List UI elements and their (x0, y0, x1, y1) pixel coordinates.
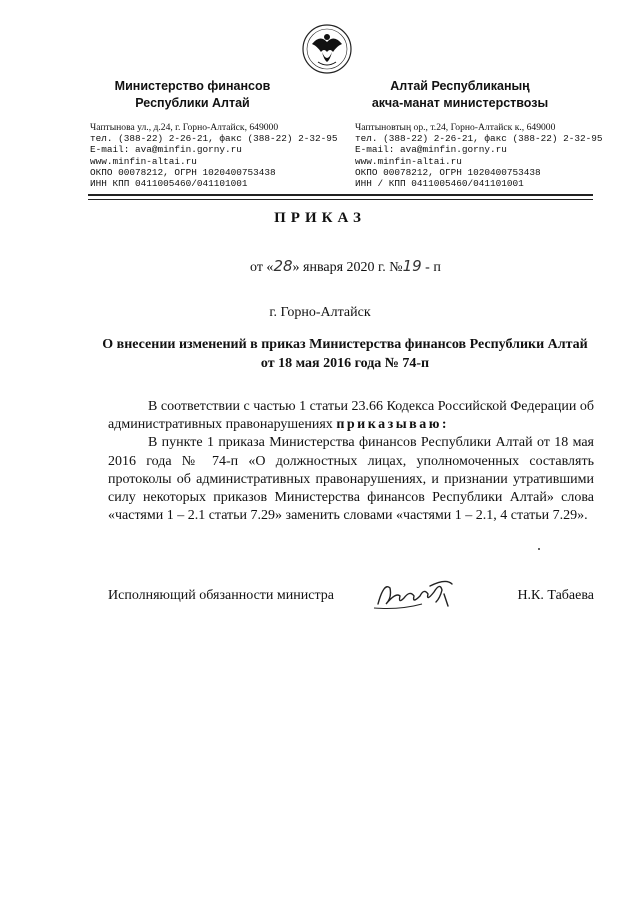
order-date-line: от «28» января 2020 г. №19 - п (250, 257, 441, 275)
order-day-handwritten: 28 (273, 257, 293, 275)
website-alt: www.minfin-altai.ru (355, 155, 462, 167)
header-divider-thick (88, 194, 593, 196)
paragraph-basis: В соответствии с частью 1 статьи 23.66 Кодекса Российской Федерации об административных правонарушениях приказываю: (108, 399, 594, 433)
inn-ru: ИНН КПП 0411005460/041101001 (90, 178, 248, 190)
address-alt: Чаптыновтың ор., т.24, Горно-Алтайск к., 649000 (355, 122, 556, 133)
contacts-alt (355, 122, 603, 190)
order-body (108, 398, 594, 525)
ministry-name-alt: Алтай Республиканың акча-манат министерствозы (371, 79, 549, 110)
signatory-name: Н.К. Табаева (517, 588, 594, 603)
coat-of-arms-emblem (302, 22, 352, 76)
order-city: г. Горно-Алтайск (269, 305, 371, 320)
ministry-name-ru: Министерство финансов Республики Алтай (114, 79, 271, 110)
contacts-ru (90, 122, 338, 190)
website-ru: www.minfin-altai.ru (90, 155, 197, 167)
stray-mark (538, 548, 540, 550)
order-subject: О внесении изменений в приказ Министерства финансов Республики Алтай от 18 мая 2016 года № 74-п (102, 337, 588, 371)
signatory-title: Исполняющий обязанности министра (108, 588, 334, 603)
email-ru: E-mail: ava@minfin.gorny.ru (90, 144, 242, 156)
header-left-column (90, 78, 338, 190)
email-alt: E-mail: ava@minfin.gorny.ru (355, 144, 507, 156)
okpo-ru: ОКПО 00078212, ОГРН 1020400753438 (90, 166, 276, 178)
address-ru: Чаптынова ул., д.24, г. Горно-Алтайск, 649000 (90, 122, 279, 133)
order-keyword: приказываю: (336, 417, 450, 433)
order-number-handwritten: 19 (402, 257, 422, 275)
handwritten-signature (370, 574, 462, 614)
header-right-column (355, 78, 603, 190)
header-divider-thin (88, 199, 593, 200)
document-title: ПРИКАЗ (274, 210, 366, 226)
phone-alt: тел. (388-22) 2-26-21, факс (388-22) 2-32-95 (355, 133, 603, 145)
paragraph-amendment: В пункте 1 приказа Министерства финансов Республики Алтай от 18 мая 2016 года № 74-п «О должностных лицах, уполномоченных составлять протоколы об административных правонарушениях, и признании утратившими силу некоторых приказов Министерства финансов Республики Алтай» слова «частями 1 – 2.1 статьи 7.29» заменить словами «частями 1 – 2.1, 4 статьи 7.29». (108, 435, 594, 524)
inn-alt: ИНН / КПП 0411005460/041101001 (355, 178, 524, 190)
phone-ru: тел. (388-22) 2-26-21, факс (388-22) 2-32-95 (90, 133, 338, 145)
okpo-alt: ОКПО 00078212, ОГРН 1020400753438 (355, 166, 541, 178)
